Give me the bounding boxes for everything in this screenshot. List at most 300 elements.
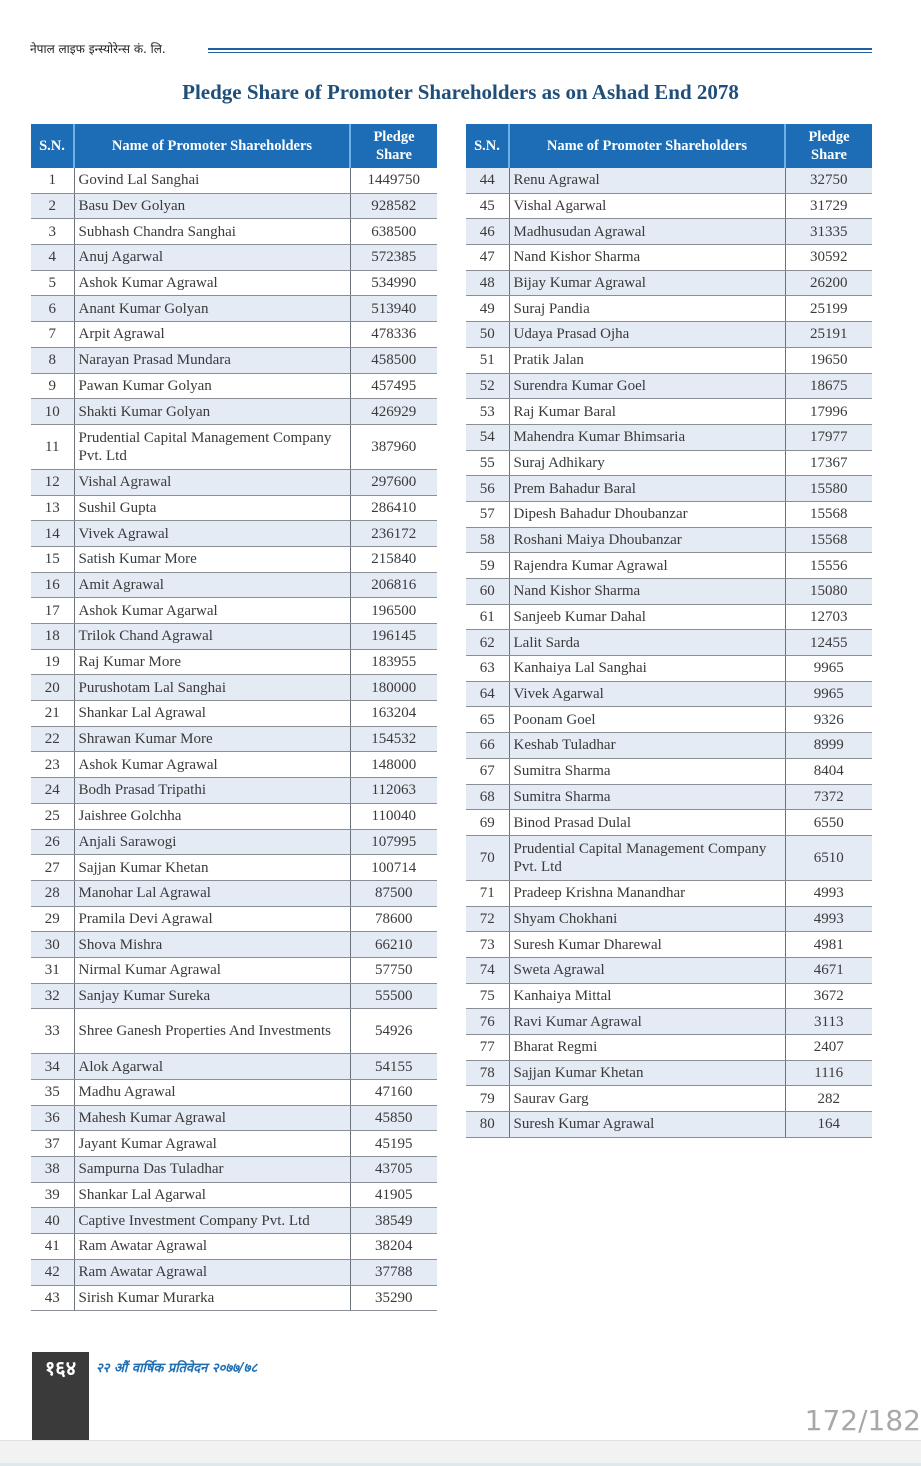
row-sn: 35 <box>31 1080 74 1106</box>
table-row <box>466 347 872 373</box>
table-row <box>466 906 872 932</box>
row-name: Arpit Agrawal <box>74 322 350 348</box>
page-title: Pledge Share of Promoter Shareholders as on Ashad End 2078 <box>182 80 739 104</box>
row-name: Kanhaiya Lal Sanghai <box>509 656 785 682</box>
table-row <box>31 624 437 650</box>
row-pledge-share: 47160 <box>350 1080 437 1106</box>
row-name: Nand Kishor Sharma <box>509 245 785 271</box>
table-row <box>466 296 872 322</box>
row-pledge-share: 100714 <box>350 855 437 881</box>
row-pledge-share: 55500 <box>350 983 437 1009</box>
row-name: Pramila Devi Agrawal <box>74 906 350 932</box>
row-pledge-share: 206816 <box>350 572 437 598</box>
table-row <box>466 553 872 579</box>
row-name: Suresh Kumar Agrawal <box>509 1112 785 1138</box>
table-row <box>31 521 437 547</box>
row-pledge-share: 43705 <box>350 1157 437 1183</box>
table-row <box>31 347 437 373</box>
row-sn: 19 <box>31 649 74 675</box>
row-sn: 70 <box>466 835 509 880</box>
row-pledge-share: 41905 <box>350 1182 437 1208</box>
row-sn: 43 <box>31 1285 74 1311</box>
row-sn: 6 <box>31 296 74 322</box>
table-row <box>31 983 437 1009</box>
row-name: Captive Investment Company Pvt. Ltd <box>74 1208 350 1234</box>
row-pledge-share: 66210 <box>350 932 437 958</box>
row-pledge-share: 7372 <box>785 784 872 810</box>
row-pledge-share: 15580 <box>785 476 872 502</box>
header-rule <box>208 48 872 53</box>
row-name: Binod Prasad Dulal <box>509 810 785 836</box>
row-pledge-share: 9326 <box>785 707 872 733</box>
row-sn: 42 <box>31 1259 74 1285</box>
row-sn: 78 <box>466 1060 509 1086</box>
row-sn: 75 <box>466 983 509 1009</box>
page-number: १६४ <box>44 1356 77 1380</box>
row-sn: 28 <box>31 880 74 906</box>
table-row <box>466 1060 872 1086</box>
row-pledge-share: 196145 <box>350 624 437 650</box>
table-row <box>466 681 872 707</box>
table-row <box>31 701 437 727</box>
row-pledge-share: 31729 <box>785 193 872 219</box>
table-row <box>31 193 437 219</box>
row-pledge-share: 215840 <box>350 546 437 572</box>
row-name: Jaishree Golchha <box>74 803 350 829</box>
row-pledge-share: 17367 <box>785 450 872 476</box>
table-row <box>31 399 437 425</box>
table-row <box>31 373 437 399</box>
table-row <box>31 675 437 701</box>
row-pledge-share: 4993 <box>785 880 872 906</box>
table-row <box>466 957 872 983</box>
row-pledge-share: 38549 <box>350 1208 437 1234</box>
row-pledge-share: 236172 <box>350 521 437 547</box>
row-sn: 15 <box>31 546 74 572</box>
row-sn: 39 <box>31 1182 74 1208</box>
row-pledge-share: 87500 <box>350 880 437 906</box>
table-row <box>466 193 872 219</box>
row-name: Sanjeeb Kumar Dahal <box>509 604 785 630</box>
row-sn: 69 <box>466 810 509 836</box>
row-sn: 71 <box>466 880 509 906</box>
column-header-sn: S.N. <box>466 124 509 168</box>
row-name: Roshani Maiya Dhoubanzar <box>509 527 785 553</box>
row-pledge-share: 154532 <box>350 726 437 752</box>
row-name: Alok Agarwal <box>74 1054 350 1080</box>
table-row <box>31 649 437 675</box>
table-row <box>31 322 437 348</box>
row-pledge-share: 25191 <box>785 322 872 348</box>
row-name: Mahendra Kumar Bhimsaria <box>509 424 785 450</box>
table-row <box>466 450 872 476</box>
table-row <box>466 476 872 502</box>
row-sn: 26 <box>31 829 74 855</box>
row-name: Sirish Kumar Murarka <box>74 1285 350 1311</box>
row-sn: 7 <box>31 322 74 348</box>
table-row <box>466 527 872 553</box>
row-name: Ashok Kumar Agrawal <box>74 752 350 778</box>
row-name: Ashok Kumar Agarwal <box>74 598 350 624</box>
row-sn: 20 <box>31 675 74 701</box>
row-sn: 41 <box>31 1234 74 1260</box>
row-sn: 29 <box>31 906 74 932</box>
table-row <box>31 880 437 906</box>
row-sn: 22 <box>31 726 74 752</box>
row-pledge-share: 31335 <box>785 219 872 245</box>
row-pledge-share: 286410 <box>350 495 437 521</box>
row-name: Basu Dev Golyan <box>74 193 350 219</box>
row-name: Anant Kumar Golyan <box>74 296 350 322</box>
table-row <box>31 906 437 932</box>
table-row <box>31 1182 437 1208</box>
organization-name: नेपाल लाइफ इन्स्योरेन्स कं. लि. <box>30 42 166 56</box>
row-sn: 1 <box>31 168 74 193</box>
row-sn: 21 <box>31 701 74 727</box>
row-pledge-share: 12703 <box>785 604 872 630</box>
table-row <box>466 1112 872 1138</box>
row-pledge-share: 18675 <box>785 373 872 399</box>
row-pledge-share: 164 <box>785 1112 872 1138</box>
table-row <box>466 630 872 656</box>
table-row <box>31 245 437 271</box>
row-pledge-share: 78600 <box>350 906 437 932</box>
row-name: Sanjay Kumar Sureka <box>74 983 350 1009</box>
table-row <box>31 270 437 296</box>
table-row <box>466 579 872 605</box>
row-name: Sumitra Sharma <box>509 758 785 784</box>
row-sn: 40 <box>31 1208 74 1234</box>
row-sn: 27 <box>31 855 74 881</box>
row-pledge-share: 26200 <box>785 270 872 296</box>
row-sn: 2 <box>31 193 74 219</box>
table-header-row <box>31 124 437 168</box>
row-name: Kanhaiya Mittal <box>509 983 785 1009</box>
row-pledge-share: 107995 <box>350 829 437 855</box>
row-sn: 79 <box>466 1086 509 1112</box>
running-header <box>30 38 872 58</box>
row-name: Vivek Agrawal <box>74 521 350 547</box>
row-sn: 46 <box>466 219 509 245</box>
row-pledge-share: 25199 <box>785 296 872 322</box>
row-pledge-share: 35290 <box>350 1285 437 1311</box>
row-pledge-share: 4981 <box>785 932 872 958</box>
row-name: Renu Agrawal <box>509 168 785 193</box>
row-name: Shrawan Kumar More <box>74 726 350 752</box>
table-row <box>466 168 872 193</box>
row-pledge-share: 1116 <box>785 1060 872 1086</box>
table-row <box>466 1086 872 1112</box>
column-header-name: Name of Promoter Shareholders <box>509 124 785 168</box>
row-sn: 61 <box>466 604 509 630</box>
row-pledge-share: 148000 <box>350 752 437 778</box>
row-name: Lalit Sarda <box>509 630 785 656</box>
table-row <box>31 546 437 572</box>
row-name: Vishal Agarwal <box>509 193 785 219</box>
row-sn: 36 <box>31 1105 74 1131</box>
row-pledge-share: 112063 <box>350 778 437 804</box>
row-sn: 30 <box>31 932 74 958</box>
table-row <box>31 168 437 193</box>
row-name: Bharat Regmi <box>509 1035 785 1061</box>
row-name: Dipesh Bahadur Dhoubanzar <box>509 501 785 527</box>
row-pledge-share: 458500 <box>350 347 437 373</box>
row-sn: 60 <box>466 579 509 605</box>
table-row <box>466 245 872 271</box>
row-name: Amit Agrawal <box>74 572 350 598</box>
table-row <box>466 932 872 958</box>
row-sn: 77 <box>466 1035 509 1061</box>
row-name: Purushotam Lal Sanghai <box>74 675 350 701</box>
row-sn: 63 <box>466 656 509 682</box>
row-pledge-share: 426929 <box>350 399 437 425</box>
table-row <box>31 803 437 829</box>
row-name: Pawan Kumar Golyan <box>74 373 350 399</box>
row-pledge-share: 387960 <box>350 424 437 469</box>
table-row <box>466 880 872 906</box>
row-name: Vivek Agarwal <box>509 681 785 707</box>
row-sn: 45 <box>466 193 509 219</box>
row-name: Manohar Lal Agrawal <box>74 880 350 906</box>
row-pledge-share: 19650 <box>785 347 872 373</box>
row-sn: 24 <box>31 778 74 804</box>
row-sn: 68 <box>466 784 509 810</box>
row-name: Raj Kumar Baral <box>509 399 785 425</box>
column-header-sn: S.N. <box>31 124 74 168</box>
row-sn: 3 <box>31 219 74 245</box>
row-pledge-share: 2407 <box>785 1035 872 1061</box>
table-row <box>31 1054 437 1080</box>
row-name: Bodh Prasad Tripathi <box>74 778 350 804</box>
row-pledge-share: 6550 <box>785 810 872 836</box>
row-pledge-share: 513940 <box>350 296 437 322</box>
row-name: Anjali Sarawogi <box>74 829 350 855</box>
row-pledge-share: 30592 <box>785 245 872 271</box>
row-pledge-share: 180000 <box>350 675 437 701</box>
row-name: Madhu Agrawal <box>74 1080 350 1106</box>
table-row <box>31 1259 437 1285</box>
row-name: Ashok Kumar Agrawal <box>74 270 350 296</box>
row-sn: 52 <box>466 373 509 399</box>
row-sn: 16 <box>31 572 74 598</box>
row-pledge-share: 282 <box>785 1086 872 1112</box>
table-row <box>466 758 872 784</box>
table-row <box>31 296 437 322</box>
table-row <box>466 604 872 630</box>
row-pledge-share: 8999 <box>785 733 872 759</box>
row-sn: 55 <box>466 450 509 476</box>
row-name: Suraj Adhikary <box>509 450 785 476</box>
row-name: Sumitra Sharma <box>509 784 785 810</box>
table-row <box>31 1157 437 1183</box>
row-sn: 38 <box>31 1157 74 1183</box>
row-sn: 56 <box>466 476 509 502</box>
row-sn: 5 <box>31 270 74 296</box>
table-row <box>466 733 872 759</box>
row-sn: 18 <box>31 624 74 650</box>
table-row <box>466 399 872 425</box>
row-pledge-share: 8404 <box>785 758 872 784</box>
row-name: Pratik Jalan <box>509 347 785 373</box>
table-row <box>31 219 437 245</box>
pledge-table-right <box>466 124 872 1138</box>
table-row <box>31 1234 437 1260</box>
row-name: Raj Kumar More <box>74 649 350 675</box>
row-name: Shakti Kumar Golyan <box>74 399 350 425</box>
row-sn: 32 <box>31 983 74 1009</box>
table-row <box>466 424 872 450</box>
viewer-bottom-bar <box>0 1440 921 1466</box>
table-row <box>31 855 437 881</box>
row-pledge-share: 32750 <box>785 168 872 193</box>
row-sn: 33 <box>31 1009 74 1054</box>
row-name: Surendra Kumar Goel <box>509 373 785 399</box>
row-sn: 57 <box>466 501 509 527</box>
row-name: Sajjan Kumar Khetan <box>74 855 350 881</box>
row-sn: 14 <box>31 521 74 547</box>
table-row <box>466 656 872 682</box>
row-sn: 4 <box>31 245 74 271</box>
table-row <box>31 424 437 469</box>
row-name: Satish Kumar More <box>74 546 350 572</box>
table-row <box>31 1208 437 1234</box>
row-name: Rajendra Kumar Agrawal <box>509 553 785 579</box>
row-name: Subhash Chandra Sanghai <box>74 219 350 245</box>
row-sn: 49 <box>466 296 509 322</box>
row-pledge-share: 534990 <box>350 270 437 296</box>
row-pledge-share: 1449750 <box>350 168 437 193</box>
row-pledge-share: 45850 <box>350 1105 437 1131</box>
row-name: Ravi Kumar Agrawal <box>509 1009 785 1035</box>
table-row <box>31 752 437 778</box>
row-pledge-share: 928582 <box>350 193 437 219</box>
row-name: Jayant Kumar Agrawal <box>74 1131 350 1157</box>
row-name: Bijay Kumar Agrawal <box>509 270 785 296</box>
row-name: Suresh Kumar Dharewal <box>509 932 785 958</box>
row-pledge-share: 163204 <box>350 701 437 727</box>
row-sn: 8 <box>31 347 74 373</box>
row-pledge-share: 38204 <box>350 1234 437 1260</box>
row-sn: 72 <box>466 906 509 932</box>
table-row <box>31 726 437 752</box>
row-sn: 51 <box>466 347 509 373</box>
row-name: Sweta Agrawal <box>509 957 785 983</box>
row-pledge-share: 15080 <box>785 579 872 605</box>
row-pledge-share: 638500 <box>350 219 437 245</box>
table-row <box>31 829 437 855</box>
row-sn: 47 <box>466 245 509 271</box>
row-pledge-share: 54155 <box>350 1054 437 1080</box>
row-sn: 23 <box>31 752 74 778</box>
viewer-page-indicator: 172/182 <box>804 1404 921 1437</box>
row-name: Sajjan Kumar Khetan <box>509 1060 785 1086</box>
table-row <box>466 810 872 836</box>
row-pledge-share: 4993 <box>785 906 872 932</box>
row-pledge-share: 572385 <box>350 245 437 271</box>
table-row <box>466 219 872 245</box>
table-row <box>466 373 872 399</box>
row-sn: 17 <box>31 598 74 624</box>
row-name: Madhusudan Agrawal <box>509 219 785 245</box>
row-sn: 64 <box>466 681 509 707</box>
row-sn: 31 <box>31 957 74 983</box>
row-pledge-share: 478336 <box>350 322 437 348</box>
table-row <box>466 983 872 1009</box>
row-pledge-share: 297600 <box>350 469 437 495</box>
row-name: Anuj Agarwal <box>74 245 350 271</box>
row-name: Narayan Prasad Mundara <box>74 347 350 373</box>
row-sn: 50 <box>466 322 509 348</box>
table-row <box>31 957 437 983</box>
row-name: Shyam Chokhani <box>509 906 785 932</box>
row-name: Shree Ganesh Properties And Investments <box>74 1009 350 1054</box>
table-row <box>466 322 872 348</box>
row-name: Nand Kishor Sharma <box>509 579 785 605</box>
row-sn: 12 <box>31 469 74 495</box>
table-row <box>466 1035 872 1061</box>
table-row <box>31 932 437 958</box>
row-name: Trilok Chand Agrawal <box>74 624 350 650</box>
row-pledge-share: 183955 <box>350 649 437 675</box>
row-pledge-share: 9965 <box>785 681 872 707</box>
row-sn: 9 <box>31 373 74 399</box>
table-row <box>31 1285 437 1311</box>
row-sn: 58 <box>466 527 509 553</box>
row-name: Saurav Garg <box>509 1086 785 1112</box>
annual-report-label: २२ औं वार्षिक प्रतिवेदन २०७७/७८ <box>96 1361 258 1376</box>
row-pledge-share: 57750 <box>350 957 437 983</box>
row-sn: 73 <box>466 932 509 958</box>
table-row <box>466 707 872 733</box>
row-sn: 59 <box>466 553 509 579</box>
row-sn: 10 <box>31 399 74 425</box>
row-name: Prem Bahadur Baral <box>509 476 785 502</box>
table-row <box>31 572 437 598</box>
row-name: Prudential Capital Management Company Pvt. Ltd <box>74 424 350 469</box>
table-row <box>31 1105 437 1131</box>
row-name: Shankar Lal Agarwal <box>74 1182 350 1208</box>
table-header-row <box>466 124 872 168</box>
row-pledge-share: 110040 <box>350 803 437 829</box>
row-pledge-share: 45195 <box>350 1131 437 1157</box>
row-name: Ram Awatar Agrawal <box>74 1259 350 1285</box>
table-row <box>31 1009 437 1054</box>
row-sn: 74 <box>466 957 509 983</box>
row-sn: 48 <box>466 270 509 296</box>
row-name: Ram Awatar Agrawal <box>74 1234 350 1260</box>
row-sn: 11 <box>31 424 74 469</box>
table-row <box>466 784 872 810</box>
row-pledge-share: 3113 <box>785 1009 872 1035</box>
table-row <box>31 495 437 521</box>
row-pledge-share: 4671 <box>785 957 872 983</box>
row-pledge-share: 196500 <box>350 598 437 624</box>
row-pledge-share: 457495 <box>350 373 437 399</box>
row-sn: 62 <box>466 630 509 656</box>
row-pledge-share: 3672 <box>785 983 872 1009</box>
row-pledge-share: 9965 <box>785 656 872 682</box>
row-pledge-share: 37788 <box>350 1259 437 1285</box>
row-name: Govind Lal Sanghai <box>74 168 350 193</box>
row-sn: 65 <box>466 707 509 733</box>
row-sn: 53 <box>466 399 509 425</box>
row-name: Suraj Pandia <box>509 296 785 322</box>
row-pledge-share: 15556 <box>785 553 872 579</box>
row-pledge-share: 17977 <box>785 424 872 450</box>
column-header-pledge-share: Pledge Share <box>350 124 437 168</box>
column-header-pledge-share: Pledge Share <box>785 124 872 168</box>
row-sn: 54 <box>466 424 509 450</box>
